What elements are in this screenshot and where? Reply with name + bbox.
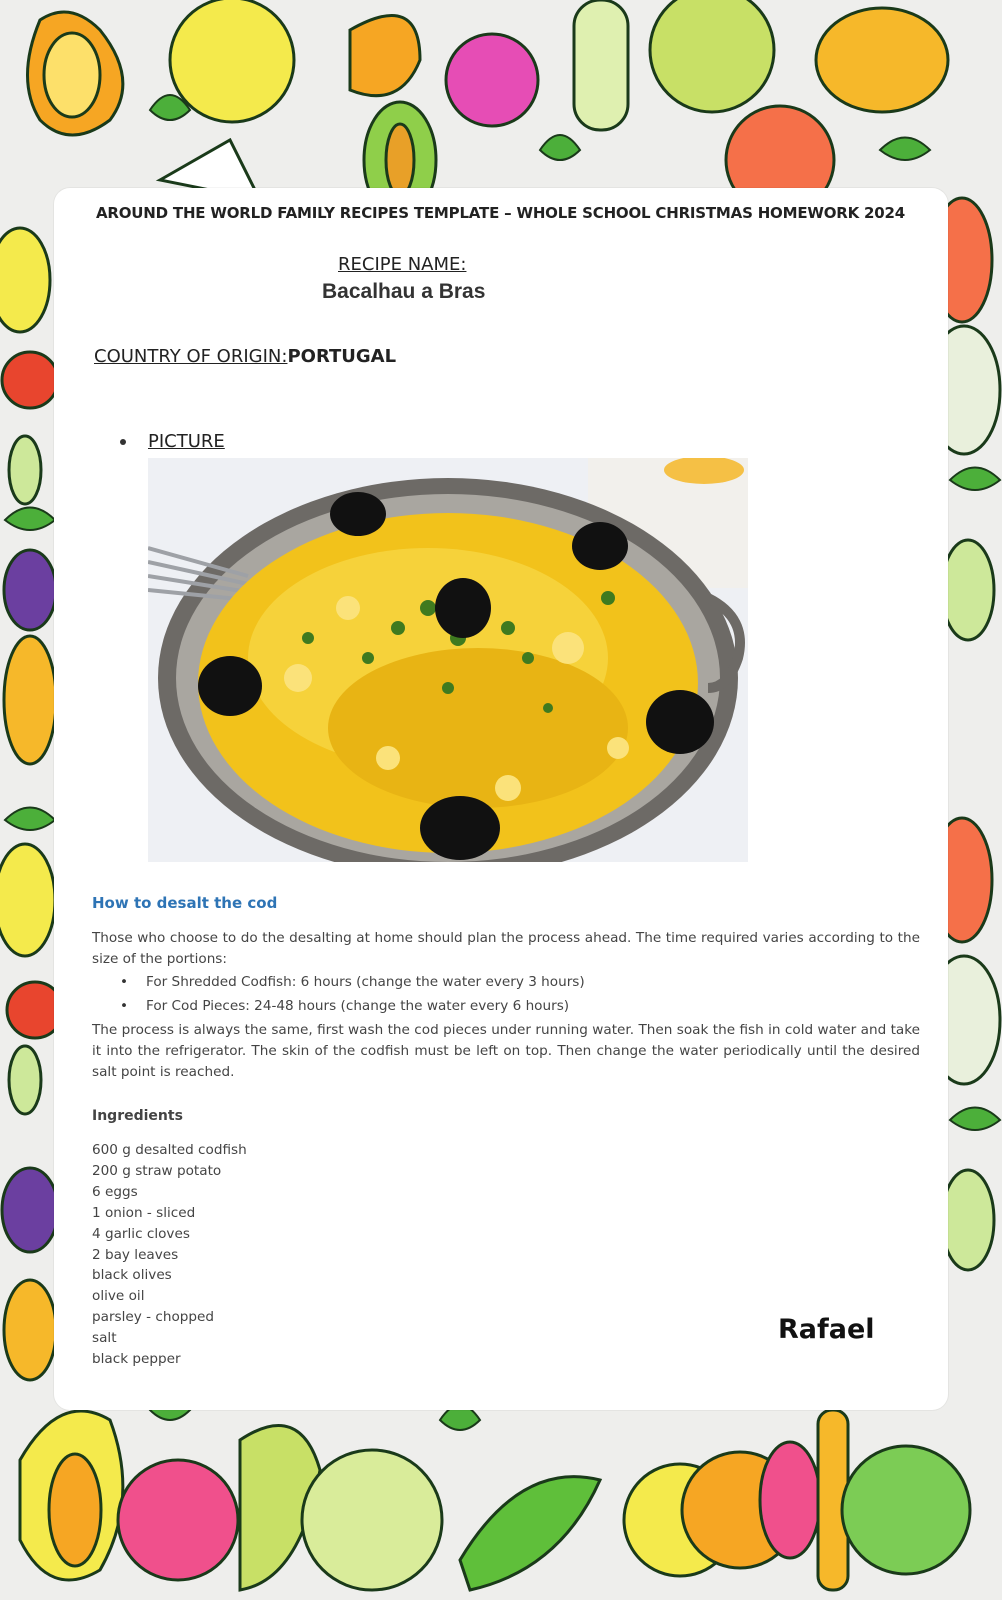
list-item: 200 g straw potato <box>92 1162 222 1179</box>
bullet-dot <box>120 439 126 445</box>
recipe-name-label: RECIPE NAME: <box>338 254 467 275</box>
country-of-origin <box>94 346 396 367</box>
picture-heading <box>120 431 225 452</box>
list-item: olive oil <box>92 1288 145 1305</box>
list-item: 6 eggs <box>92 1183 138 1200</box>
recipe-sheet <box>54 188 948 1410</box>
desalt-bullet-list <box>120 970 585 1018</box>
desalt-intro: Those who choose to do the desalting at home should plan the process ahead. The time required varies according to the size of the portions: <box>92 930 920 967</box>
ingredients-heading: Ingredients <box>92 1108 183 1124</box>
list-item: • For Cod Pieces: 24-48 hours (change the water every 6 hours) <box>120 994 585 1018</box>
desalt-heading: How to desalt the cod <box>92 894 278 912</box>
recipe-name: Bacalhau a Bras <box>322 280 486 303</box>
list-item: parsley - chopped <box>92 1309 215 1326</box>
list-item: black olives <box>92 1267 172 1284</box>
header-title: AROUND THE WORLD FAMILY RECIPES TEMPLATE – WHOLE SCHOOL CHRISTMAS HOMEWORK 2024 <box>96 204 906 222</box>
ingredients-list <box>92 1140 247 1370</box>
list-item: 4 garlic cloves <box>92 1225 190 1242</box>
list-item: salt <box>92 1330 117 1347</box>
picture-label: PICTURE <box>148 431 225 452</box>
country-value: PORTUGAL <box>287 346 397 367</box>
list-item: • For Shredded Codfish: 6 hours (change the water every 3 hours) <box>120 970 585 994</box>
country-label: COUNTRY OF ORIGIN: <box>94 346 288 367</box>
dish-photo <box>148 458 748 862</box>
list-item: 1 onion - sliced <box>92 1204 196 1221</box>
list-item: black pepper <box>92 1351 181 1368</box>
desalt-process: The process is always the same, first wash the cod pieces under running water. Then soak the fish in cold water and take it into the refrigerator. The skin of the codfish must be left on top. Then change the water periodically until the desired salt point is reached. <box>92 1022 920 1080</box>
author-signature: Rafael <box>778 1314 875 1345</box>
list-item: 600 g desalted codfish <box>92 1142 247 1158</box>
list-item: 2 bay leaves <box>92 1246 179 1263</box>
